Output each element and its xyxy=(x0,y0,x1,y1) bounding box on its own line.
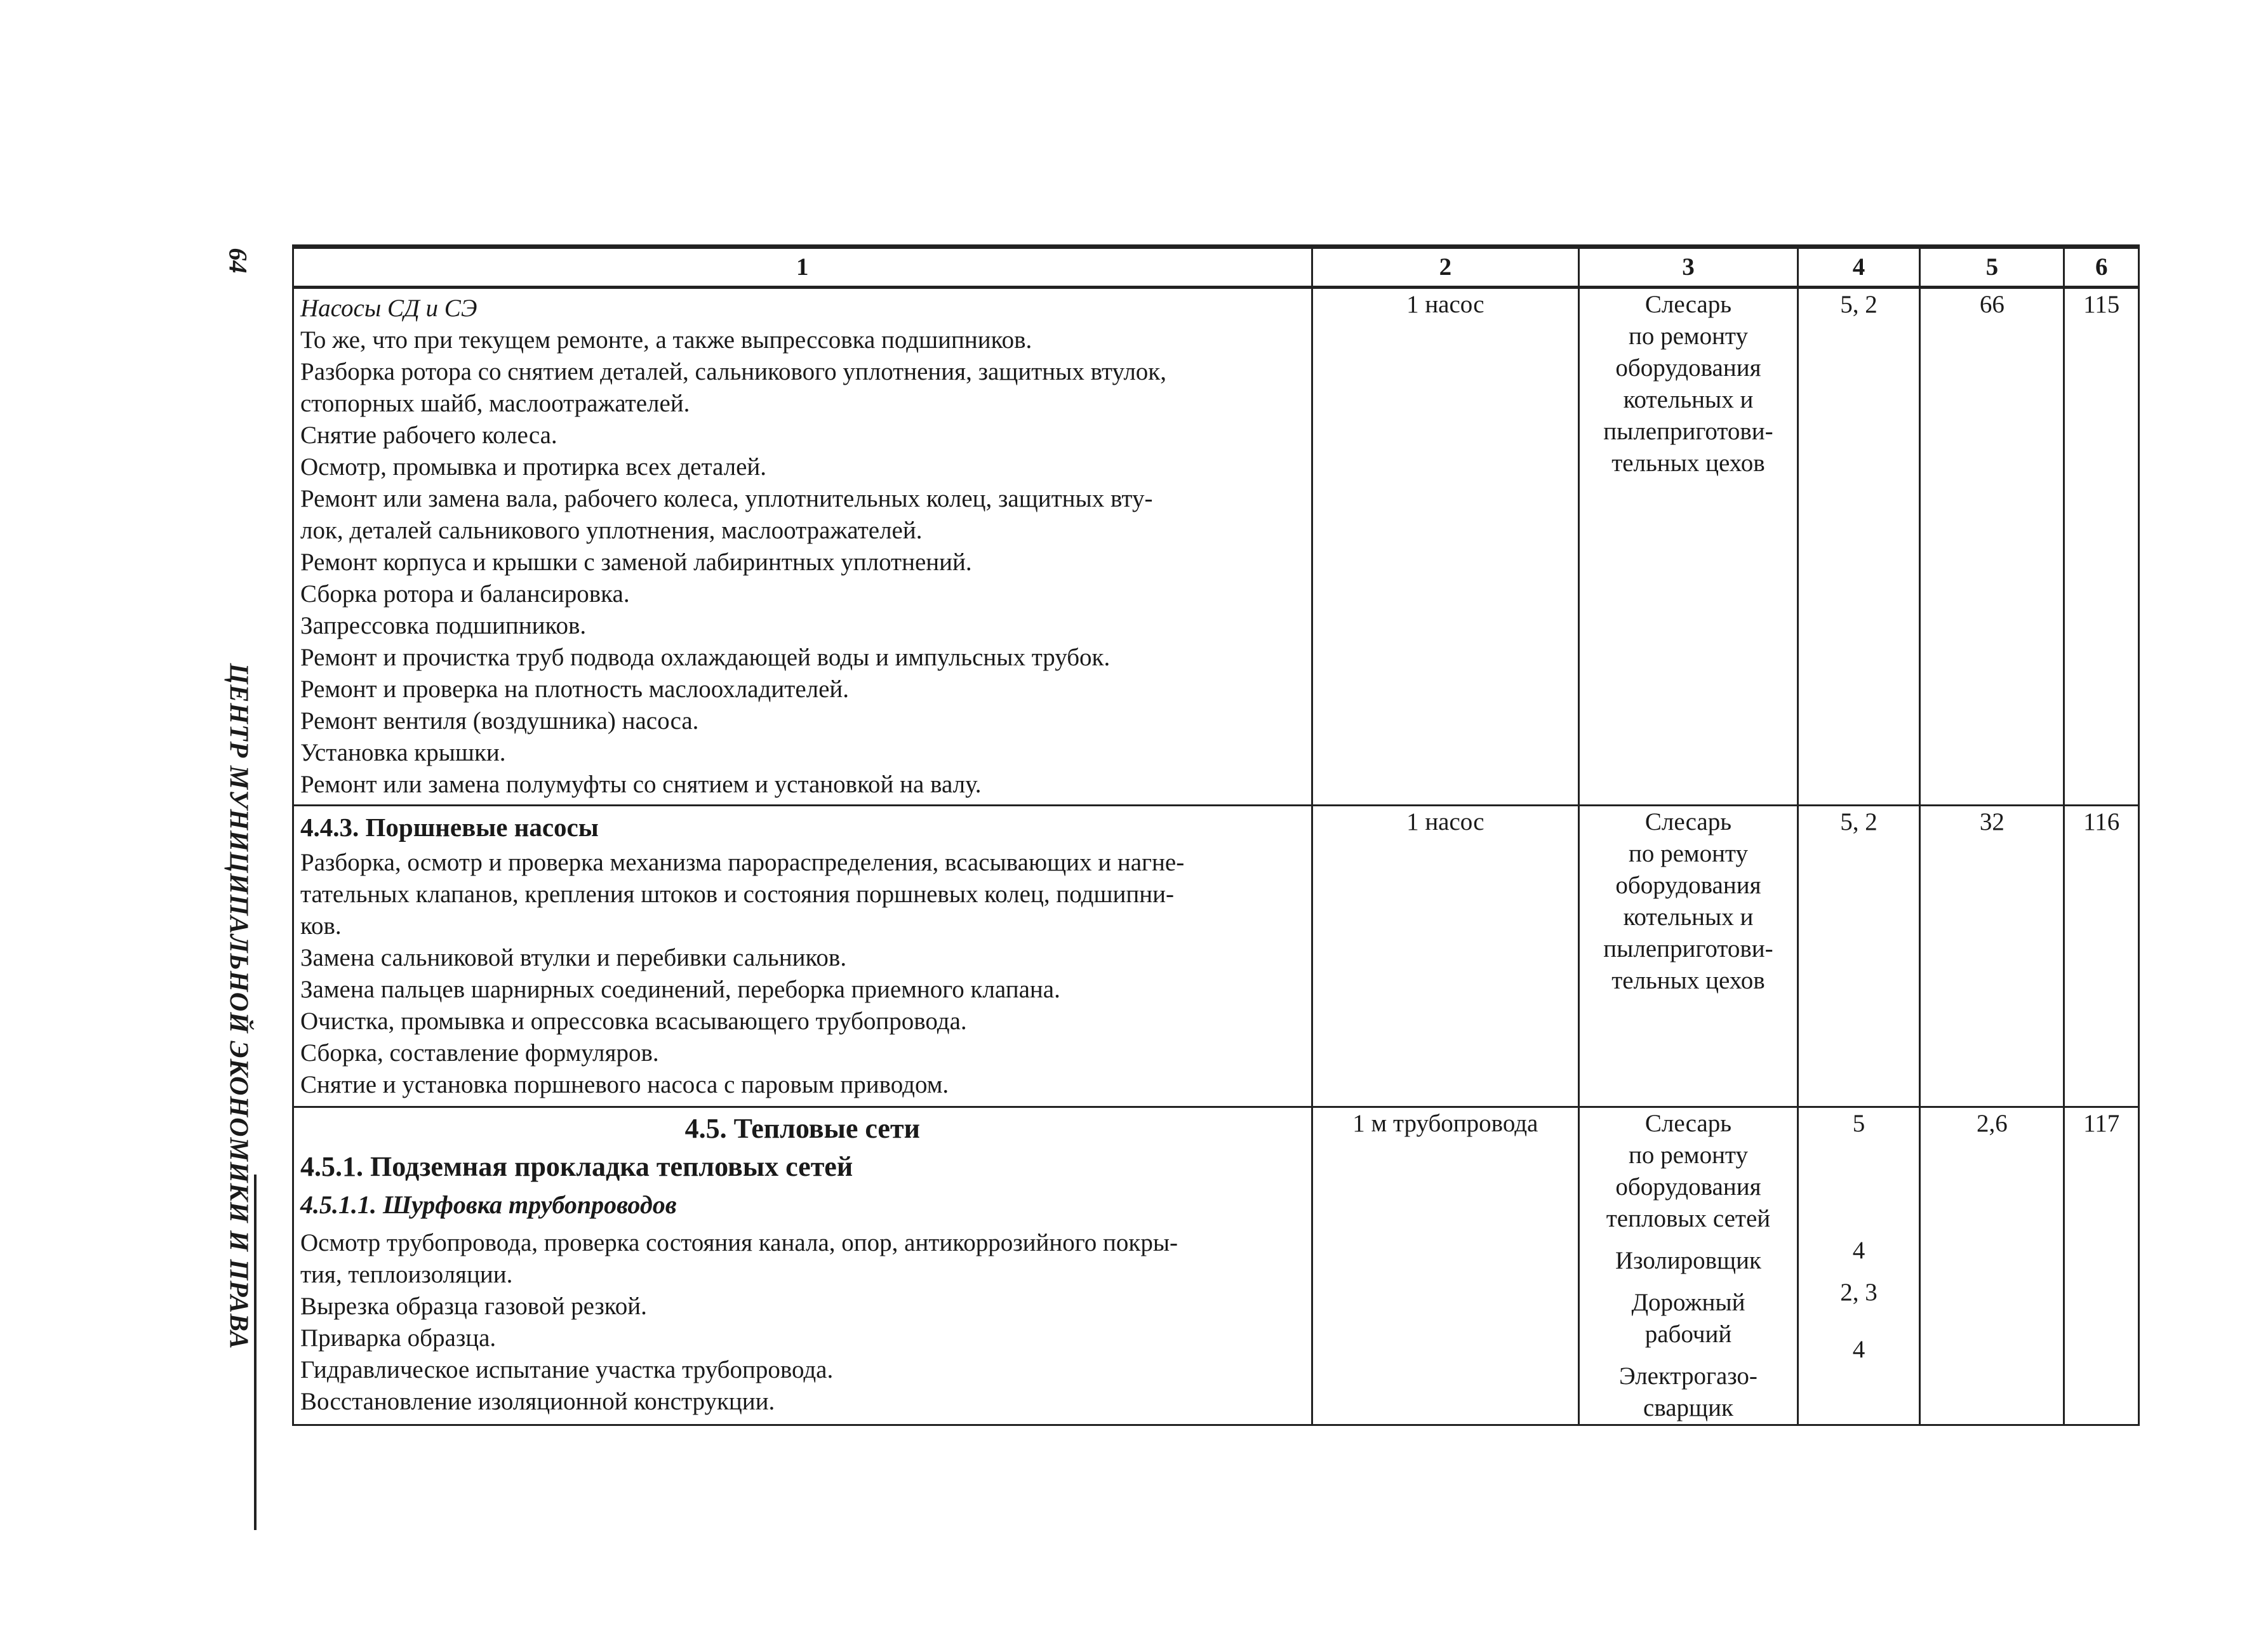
profession-cell: Слесарь по ремонту оборудования котельных и пылеприготови- тельных цехов xyxy=(1579,806,1798,1107)
header-col-3: 3 xyxy=(1579,247,1798,288)
subsubsection-heading: 4.5.1.1. Шурфовка трубопроводов xyxy=(300,1190,677,1219)
section-heading: 4.4.3. Поршневые насосы xyxy=(300,813,599,842)
work-line: Снятие и установка поршневого насоса с паровым приводом. xyxy=(300,1071,949,1098)
work-line: Снятие рабочего колеса. xyxy=(300,422,557,449)
work-line: Осмотр трубопровода, проверка состояния канала, опор, антикоррозийного покры- xyxy=(300,1229,1178,1256)
table-row xyxy=(293,806,2139,1107)
ref-cell: 115 xyxy=(2064,288,2139,806)
work-line: Вырезка образца газовой резкой. xyxy=(300,1293,647,1320)
work-line: Сборка, составление формуляров. xyxy=(300,1039,659,1067)
header-col-6: 6 xyxy=(2064,247,2139,288)
unit-cell: 1 насос xyxy=(1312,806,1579,1107)
unit-cell: 1 м трубопровода xyxy=(1312,1107,1579,1425)
work-description xyxy=(293,806,1312,1107)
work-line: Очистка, промывка и опрессовка всасывающего трубопровода. xyxy=(300,1008,967,1035)
table-header-row xyxy=(293,247,2139,288)
work-line: Осмотр, промывка и протирка всех деталей. xyxy=(300,453,767,481)
header-col-4: 4 xyxy=(1798,247,1920,288)
table-row xyxy=(293,288,2139,806)
work-line: Приварка образца. xyxy=(300,1324,497,1352)
grade-cell: 5, 2 xyxy=(1798,288,1920,806)
work-line: Ремонт вентиля (воздушника) насоса. xyxy=(300,707,699,735)
profession-cell: Слесарь по ремонту оборудования котельных и пылеприготови- тельных цехов xyxy=(1579,288,1798,806)
work-line: стопорных шайб, маслоотражателей. xyxy=(300,390,690,417)
work-line: Замена пальцев шарнирных соединений, переборка приемного клапана. xyxy=(300,976,1060,1003)
grade-cell: 5 4 2, 3 4 xyxy=(1798,1107,1920,1425)
work-line: Сборка ротора и балансировка. xyxy=(300,580,630,608)
row-title: Насосы СД и СЭ xyxy=(300,295,477,322)
work-line: Гидравлическое испытание участка трубопровода. xyxy=(300,1356,834,1383)
work-line: Ремонт и прочистка труб подвода охлаждающей воды и импульсных трубок. xyxy=(300,644,1111,671)
work-description xyxy=(293,1107,1312,1425)
work-line: Ремонт и проверка на плотность маслоохладителей. xyxy=(300,676,850,703)
work-line: То же, что при текущем ремонте, а также выпрессовка подшипников. xyxy=(300,326,1032,354)
profession-cell: Слесарь по ремонту оборудования тепловых сетей Изолировщик Дорожный рабочий Электрогазо- сварщик xyxy=(1579,1107,1798,1425)
work-line: Ремонт или замена вала, рабочего колеса, уплотнительных колец, защитных вту- xyxy=(300,485,1153,512)
work-line: тия, теплоизоляции. xyxy=(300,1261,513,1288)
work-line: тательных клапанов, крепления штоков и состояния поршневых колец, подшипни- xyxy=(300,881,1174,908)
norm-cell: 2,6 xyxy=(1920,1107,2064,1425)
work-line: ков. xyxy=(300,912,342,940)
ref-cell: 116 xyxy=(2064,806,2139,1107)
work-line: Ремонт или замена полумуфты со снятием и установкой на валу. xyxy=(300,771,982,798)
norm-cell: 32 xyxy=(1920,806,2064,1107)
subsection-heading: 4.5.1. Подземная прокладка тепловых сетей xyxy=(300,1151,853,1182)
norm-cell: 66 xyxy=(1920,288,2064,806)
work-line: Установка крышки. xyxy=(300,739,506,766)
grade-cell: 5, 2 xyxy=(1798,806,1920,1107)
page-number: 64 xyxy=(223,248,253,273)
margin-rule xyxy=(254,1175,257,1530)
unit-cell: 1 насос xyxy=(1312,288,1579,806)
table-row xyxy=(293,1107,2139,1425)
work-line: Замена сальниковой втулки и перебивки сальников. xyxy=(300,944,847,971)
header-col-5: 5 xyxy=(1920,247,2064,288)
ref-cell: 117 xyxy=(2064,1107,2139,1425)
work-line: лок, деталей сальникового уплотнения, маслоотражателей. xyxy=(300,517,923,544)
header-col-1: 1 xyxy=(293,247,1312,288)
work-line: Разборка, осмотр и проверка механизма парораспределения, всасывающих и нагне- xyxy=(300,849,1185,876)
side-title: ЦЕНТР МУНИЦИПАЛЬНОЙ ЭКОНОМИКИ И ПРАВА xyxy=(223,663,253,1350)
work-description xyxy=(293,288,1312,806)
header-col-2: 2 xyxy=(1312,247,1579,288)
work-line: Ремонт корпуса и крышки с заменой лабиринтных уплотнений. xyxy=(300,549,972,576)
work-line: Запрессовка подшипников. xyxy=(300,612,587,639)
section-heading: 4.5. Тепловые сети xyxy=(684,1113,920,1144)
norms-table xyxy=(292,244,2140,1426)
work-line: Восстановление изоляционной конструкции. xyxy=(300,1388,775,1415)
work-line: Разборка ротора со снятием деталей, сальникового уплотнения, защитных втулок, xyxy=(300,358,1166,385)
